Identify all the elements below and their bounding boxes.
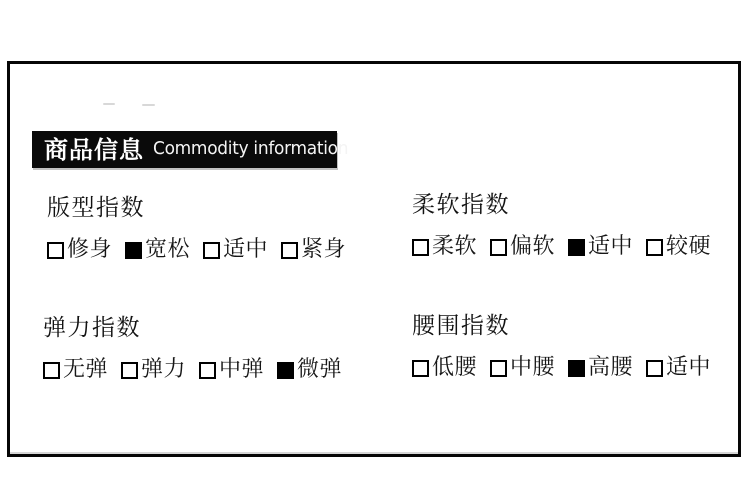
checkbox-icon[interactable] (277, 362, 294, 379)
section-softness-index (412, 193, 711, 258)
checkbox-icon[interactable] (203, 242, 220, 259)
option-label: 无弹 (63, 357, 109, 383)
option-label: 柔软 (432, 234, 478, 260)
section-fit-index (47, 196, 346, 261)
section-title: 柔软指数 (412, 192, 510, 218)
option-label: 微弹 (297, 357, 343, 383)
faint-smudge-mark (103, 103, 115, 105)
option-item-slight-stretch[interactable] (277, 359, 342, 381)
checkbox-icon[interactable] (412, 360, 429, 377)
checkbox-icon[interactable] (568, 360, 585, 377)
option-label: 适中 (223, 237, 269, 263)
option-item-regular[interactable] (203, 239, 268, 261)
option-item-harder[interactable] (646, 236, 711, 258)
checkbox-icon[interactable] (43, 362, 60, 379)
checkbox-icon[interactable] (281, 242, 298, 259)
faint-smudge-mark (142, 104, 155, 106)
option-label: 适中 (666, 355, 712, 381)
checkbox-icon[interactable] (490, 239, 507, 256)
option-item-mid-waist[interactable] (490, 357, 555, 379)
option-row (412, 357, 711, 379)
checkbox-icon[interactable] (199, 362, 216, 379)
section-title: 弹力指数 (43, 315, 141, 341)
option-label: 中弹 (219, 357, 265, 383)
checkbox-icon[interactable] (568, 239, 585, 256)
checkbox-icon[interactable] (412, 239, 429, 256)
checkbox-icon[interactable] (47, 242, 64, 259)
section-title: 腰围指数 (412, 313, 510, 339)
option-label: 紧身 (301, 237, 347, 263)
option-item-tight[interactable] (281, 239, 346, 261)
option-row (43, 359, 342, 381)
header-title-zh: 商品信息 (44, 135, 144, 164)
option-item-soft[interactable] (412, 236, 477, 258)
option-label: 高腰 (588, 355, 634, 381)
option-label: 修身 (67, 237, 113, 263)
option-item-no-stretch[interactable] (43, 359, 108, 381)
option-row (47, 239, 346, 261)
option-item-regular-waist[interactable] (646, 357, 711, 379)
option-item-softer[interactable] (490, 236, 555, 258)
checkbox-icon[interactable] (646, 360, 663, 377)
option-label: 较硬 (666, 234, 712, 260)
option-label: 适中 (588, 234, 634, 260)
checkbox-icon[interactable] (646, 239, 663, 256)
option-item-stretch[interactable] (121, 359, 186, 381)
option-item-low-waist[interactable] (412, 357, 477, 379)
option-label: 弹力 (141, 357, 187, 383)
option-item-high-waist[interactable] (568, 357, 633, 379)
section-title: 版型指数 (47, 195, 145, 221)
commodity-info-header-bar (32, 131, 349, 168)
header-title-en: Commodity information (153, 138, 349, 160)
checkbox-icon[interactable] (490, 360, 507, 377)
checkbox-icon[interactable] (121, 362, 138, 379)
option-item-loose[interactable] (125, 239, 190, 261)
section-waist-index (412, 314, 711, 379)
option-label: 中腰 (510, 355, 556, 381)
option-label: 低腰 (432, 355, 478, 381)
option-item-medium-stretch[interactable] (199, 359, 264, 381)
section-elasticity-index (43, 316, 342, 381)
option-row (412, 236, 711, 258)
option-label: 偏软 (510, 234, 556, 260)
option-label: 宽松 (145, 237, 191, 263)
option-item-medium-soft[interactable] (568, 236, 633, 258)
option-item-slim[interactable] (47, 239, 112, 261)
checkbox-icon[interactable] (125, 242, 142, 259)
